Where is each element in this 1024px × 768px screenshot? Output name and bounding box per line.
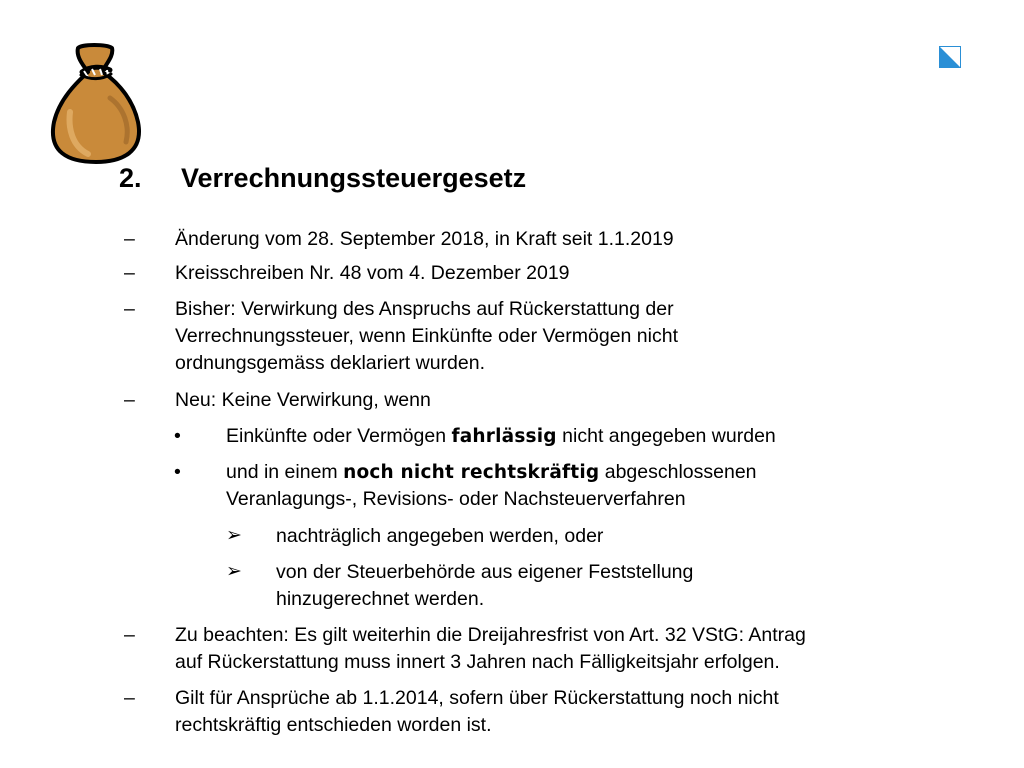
bullet-neu: Neu: Keine Verwirkung, wenn: [175, 389, 431, 411]
subbullet-rechtskraeftig-line2: Veranlagungs-, Revisions- oder Nachsteuerverfahren: [226, 488, 686, 510]
dot-marker: •: [174, 461, 181, 483]
arrow-marker-icon: ➢: [226, 525, 242, 546]
dot-marker: •: [174, 425, 181, 447]
text-segment: nicht angegeben wurden: [556, 425, 776, 447]
emphasis-rechtskraeftig: noch nicht rechtskräftig: [343, 462, 600, 483]
bullet-bisher-line2: Verrechnungssteuer, wenn Einkünfte oder Vermögen nicht: [175, 325, 678, 347]
dash-marker: –: [124, 624, 135, 646]
bullet-kreisschreiben: Kreisschreiben Nr. 48 vom 4. Dezember 2019: [175, 262, 570, 284]
text-segment: Einkünfte oder Vermögen: [226, 425, 452, 447]
canton-zurich-flag-icon: [939, 46, 961, 68]
bullet-bisher-line3: ordnungsgemäss deklariert wurden.: [175, 352, 486, 374]
money-bag-icon: [48, 42, 144, 166]
text-segment: und in einem: [226, 461, 344, 483]
bullet-ansprueche-line1: Gilt für Ansprüche ab 1.1.2014, sofern über Rückerstattung noch nicht: [175, 687, 779, 709]
dash-marker: –: [124, 298, 135, 320]
text-segment: abgeschlossenen: [599, 461, 757, 483]
bullet-dreijahresfrist-line1: Zu beachten: Es gilt weiterhin die Dreijahresfrist von Art. 32 VStG: Antrag: [175, 624, 806, 646]
dash-marker: –: [124, 687, 135, 709]
arrow-item-steuerbehoerde-line1: von der Steuerbehörde aus eigener Feststellung: [276, 561, 694, 583]
heading-number: 2.: [119, 163, 142, 193]
bullet-ansprueche-line2: rechtskräftig entschieden worden ist.: [175, 714, 492, 736]
bullet-change-date: Änderung vom 28. September 2018, in Kraft seit 1.1.2019: [175, 228, 674, 250]
bullet-dreijahresfrist-line2: auf Rückerstattung muss innert 3 Jahren nach Fälligkeitsjahr erfolgen.: [175, 651, 780, 673]
dash-marker: –: [124, 262, 135, 284]
subbullet-rechtskraeftig: [226, 459, 757, 486]
bullet-bisher-line1: Bisher: Verwirkung des Anspruchs auf Rückerstattung der: [175, 298, 674, 320]
dash-marker: –: [124, 228, 135, 250]
heading-title: Verrechnungssteuergesetz: [181, 163, 527, 193]
emphasis-fahrlaessig: fahrlässig: [451, 426, 557, 447]
arrow-item-nachtraeglich: nachträglich angegeben werden, oder: [276, 525, 604, 547]
subbullet-fahrlaessig: [226, 423, 776, 450]
slide-heading: [119, 163, 526, 194]
arrow-item-steuerbehoerde-line2: hinzugerechnet werden.: [276, 588, 485, 610]
dash-marker: –: [124, 389, 135, 411]
arrow-marker-icon: ➢: [226, 561, 242, 582]
